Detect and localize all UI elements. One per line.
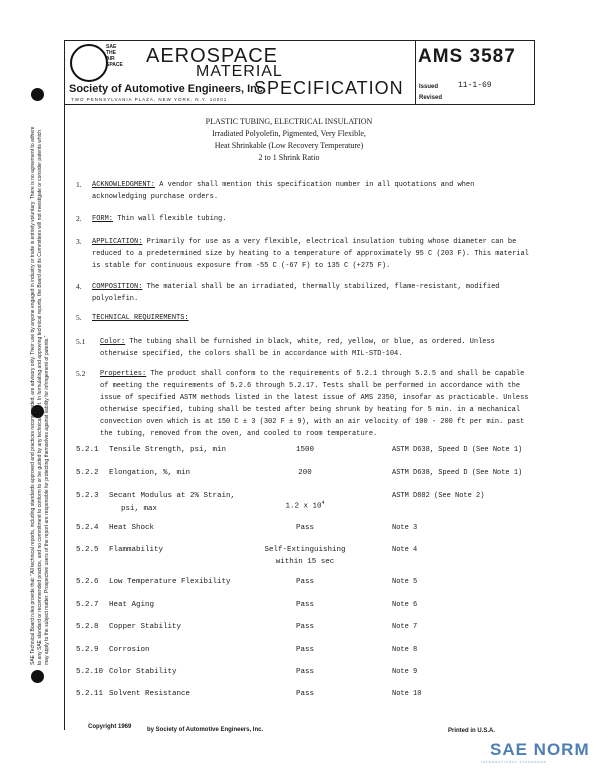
prop-value: Pass (295, 524, 314, 532)
prop-num: 5.2.2 (76, 469, 99, 477)
section-3 (92, 236, 532, 272)
prop-method: Note 7 (392, 623, 418, 631)
prop-num: 5.2.4 (76, 524, 99, 532)
section-3-heading: APPLICATION: (92, 238, 143, 246)
sae-logo-icon (70, 44, 108, 82)
section-5-1-text: The tubing shall be furnished in black, white, red, yellow, or blue, as ordered. Unless otherwise specified, the colors shall be in accordance with MIL-STD-104. (100, 338, 495, 358)
prop-name: Corrosion (109, 646, 150, 654)
prop-name: Elongation, %, min (109, 469, 191, 477)
section-1 (92, 179, 532, 203)
revised-label: Revised (419, 95, 443, 101)
section-5-heading: TECHNICAL REQUIREMENTS: (92, 314, 189, 322)
margin-rule (64, 103, 65, 730)
prop-method: Note 5 (392, 578, 418, 586)
prop-value: Pass (295, 578, 314, 586)
sae-norm-watermark-sub: INTERNATIONAL STANDARDS (481, 760, 547, 764)
prop-num: 5.2.10 (76, 668, 104, 676)
doc-title-line-4: 2 to 1 Shrink Ratio (258, 153, 320, 162)
prop-method: ASTM D638, Speed D (See Note 1) (392, 469, 523, 477)
prop-value: Pass (295, 623, 314, 631)
ams-number: AMS 3587 (418, 46, 516, 67)
section-5-1-heading: Color: (100, 338, 126, 346)
prop-name: Heat Aging (109, 601, 155, 609)
aerospace-heading: AEROSPACE (146, 45, 278, 67)
prop-value: 200 (298, 469, 312, 477)
prop-num: 5.2.7 (76, 601, 99, 609)
issued-date: 11-1-69 (458, 81, 492, 90)
section-2-heading: FORM: (92, 215, 114, 223)
prop-name: Heat Shock (109, 524, 155, 532)
society-address: TWO PENNSYLVANIA PLAZA, NEW YORK, N.Y. 10001 (71, 97, 228, 102)
doc-title-line-2: Irradiated Polyolefin, Pigmented, Very Flexible, (212, 129, 366, 138)
printed-in: Printed in U.S.A. (448, 728, 496, 734)
prop-method: Note 3 (392, 524, 418, 532)
logo-text-line: SAE (106, 44, 117, 50)
prop-method: ASTM D638, Speed D (See Note 1) (392, 446, 523, 454)
logo-text (106, 44, 123, 68)
prop-num: 5.2.5 (76, 546, 99, 554)
section-1-heading: ACKNOWLEDGMENT: (92, 181, 156, 189)
prop-num: 5.2.1 (76, 446, 99, 454)
copyright-holder: by Society of Automotive Engineers, Inc. (147, 727, 264, 733)
society-name: Society of Automotive Engineers, Inc. (69, 83, 267, 95)
doc-title-line-1: PLASTIC TUBING, ELECTRICAL INSULATION (205, 117, 373, 126)
copyright-year: Copyright 1969 (88, 724, 132, 730)
section-4-text: The material shall be an irradiated, thermally stabilized, flame-resistant, modified polyolefin. (92, 283, 500, 303)
prop-name-cont: psi, max (121, 505, 158, 513)
prop-method: Note 4 (392, 546, 418, 554)
prop-name: Copper Stability (109, 623, 182, 631)
section-5-2 (100, 368, 532, 440)
prop-name: Solvent Resistance (109, 690, 191, 698)
section-1-text: A vendor shall mention this specification number in all quotations and when acknowledging purchase orders. (92, 181, 475, 201)
section-4-number: 4. (76, 282, 82, 291)
section-5 (92, 312, 532, 324)
specification-heading: SPECIFICATION (254, 78, 404, 98)
section-3-number: 3. (76, 237, 82, 246)
section-5-2-heading: Properties: (100, 370, 147, 378)
punch-hole-bottom (31, 670, 44, 683)
section-4 (92, 281, 532, 305)
section-5-number: 5. (76, 313, 82, 322)
prop-num: 5.2.6 (76, 578, 99, 586)
sae-disclaimer-note: SAE Technical Board rules provide that: "All technical reports, including standards approved and practices recommended, are advisory only. Their use by anyone engaged in industry or trade is entirely voluntary. There is no agreement to adhere to any SAE standard or recommended practice, and no commitment to conform to or be guided by any technical report. In formulating and approving technical reports, the Board and its Committees will not investigate or consider patents which may apply to the subject matter. Prospective users of the report are responsible for protecting themselves against liability for infringement of patents." (30, 126, 50, 665)
prop-num: 5.2.3 (76, 492, 99, 500)
doc-title-line-3: Heat Shrinkable (Low Recovery Temperature) (214, 141, 364, 150)
material-heading: MATERIAL (196, 63, 283, 80)
section-3-text: Primarily for use as a very flexible, electrical insulation tubing whose diameter can be reduced to a predetermined size by heating to a temperature of approximately 95 C (203 F). This material is stable for continuous exposure from -55 C (-67 F) to 135 C (+275 F). (92, 238, 529, 270)
prop-value-exponent: 4 (321, 500, 325, 506)
sae-norm-watermark: SAE NORM (490, 740, 590, 759)
prop-value-cont: within 15 sec (275, 558, 335, 566)
prop-name: Secant Modulus at 2% Strain, (109, 492, 236, 500)
prop-value: Pass (295, 668, 314, 676)
logo-text-line: AIR (106, 56, 115, 62)
prop-num: 5.2.11 (76, 690, 104, 698)
prop-num: 5.2.8 (76, 623, 99, 631)
prop-name: Flammability (109, 546, 164, 554)
prop-num: 5.2.9 (76, 646, 99, 654)
section-5-2-text: The product shall conform to the requirements of 5.2.1 through 5.2.5 and shall be capable of meeting the requirements of 5.2.6 through 5.2.17. Tests shall be performed in accordance with the issue of specified ASTM methods listed in the latest issue of AMS 2350, insofar as practicable. Unless otherwise specified, tubing shall be tested after being shrunk by heating for 5 min. in a mechanical convection oven which is at 150 C ± 3 (302 F ± 9), with an air velocity of 100 - 200 ft per min. past the tubing, removed from the oven, and cooled to room temperature. (100, 370, 529, 438)
prop-value: Self-Extinguishing (264, 546, 346, 554)
section-2-text: Thin wall flexible tubing. (117, 215, 227, 223)
prop-method: Note 10 (392, 690, 422, 698)
prop-name: Low Temperature Flexibility (109, 578, 231, 586)
prop-value: Pass (295, 690, 314, 698)
prop-method: ASTM D882 (See Note 2) (392, 492, 485, 500)
punch-hole-top (31, 88, 44, 101)
prop-method: Note 6 (392, 601, 418, 609)
logo-text-line: THE (106, 50, 116, 56)
prop-method: Note 8 (392, 646, 418, 654)
section-2-number: 2. (76, 214, 82, 223)
prop-value: Pass (295, 601, 314, 609)
section-2 (92, 213, 532, 225)
logo-text-line: SPACE (106, 62, 123, 68)
section-5-1-number: 5.1 (76, 337, 86, 346)
prop-value-base: 1.2 x 10 (285, 502, 322, 511)
prop-value (246, 500, 364, 511)
section-5-2-number: 5.2 (76, 369, 86, 378)
prop-name: Tensile Strength, psi, min (109, 446, 227, 454)
prop-value: Pass (295, 646, 314, 654)
prop-name: Color Stability (109, 668, 177, 676)
section-1-number: 1. (76, 180, 82, 189)
prop-method: Note 9 (392, 668, 418, 676)
section-5-1 (100, 336, 532, 360)
prop-value: 1500 (295, 446, 314, 454)
section-4-heading: COMPOSITION: (92, 283, 143, 291)
issued-label: Issued (419, 84, 439, 90)
